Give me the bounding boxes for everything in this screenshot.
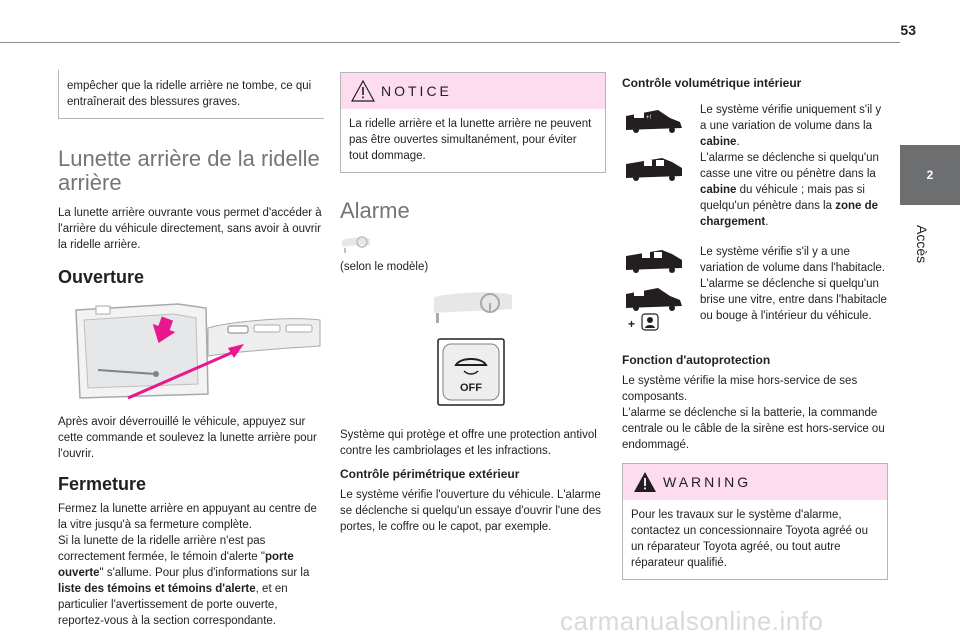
warning-header — [623, 464, 887, 500]
tailgate-illustration — [58, 298, 324, 406]
intro-box — [58, 70, 324, 119]
van-cabin-icon — [622, 102, 688, 192]
chapter-tab[interactable]: 2 — [900, 145, 960, 205]
footer-watermark: carmanualsonline.info — [560, 606, 824, 636]
opening-title: Ouverture — [58, 267, 145, 287]
model-note: (selon le modèle) — [340, 261, 429, 273]
perimeter-title: Contrôle périmétrique extérieur — [340, 467, 520, 481]
steering-wheel-option-icon — [340, 233, 372, 255]
chapter-label: Accès — [914, 225, 930, 264]
selfprot-text-1: Le système vérifie la mise hors-service de ses composants. — [622, 375, 858, 403]
closing-text-2: Si la lunette de la ridelle arrière n'est pas correctement fermée, le témoin d'alerte "porte ouverte" s'allume. Pour plus d'informations sur la liste des témoins et témoins d'alerte, et en particulier l'avertissement de porte ouverte, reportez-vous à la section correspondante. — [58, 535, 310, 627]
column-right — [622, 76, 888, 580]
van-interior-icon — [622, 244, 688, 334]
vol2-text-a: Le système vérifie s'il y a une variation de volume dans l'habitacle. — [700, 246, 886, 274]
volumetric-cabin-row-2 — [622, 244, 888, 339]
svg-text:+!: +! — [646, 115, 652, 121]
cabin-icons — [622, 102, 700, 230]
cabin-icons-2 — [622, 244, 700, 339]
notice-title: NOTICE — [381, 83, 452, 99]
column-middle — [340, 60, 606, 535]
notice-box — [340, 72, 606, 173]
alarm-text: Système qui protège et offre une protection antivol contre les cambriolages et les infractions. — [340, 429, 597, 457]
tailgate-window-icon — [58, 298, 324, 406]
notice-header — [341, 73, 605, 109]
page-number: 53 — [900, 22, 916, 38]
warning-triangle-icon — [633, 471, 657, 493]
chapter-label-wrap — [905, 225, 955, 265]
warning-title: WARNING — [663, 474, 752, 490]
closing-text-1: Fermez la lunette arrière en appuyant au centre de la vitre jusqu'à sa fermeture complète. — [58, 503, 317, 531]
section-title: Lunette arrière de la ridelle arrière — [58, 146, 320, 195]
perimeter-text: Le système vérifie l'ouverture du véhicule. L'alarme se déclenche si quelqu'un essaye d'ouvrir l'une des portes, le coffre ou le capot, par exemple. — [340, 489, 602, 533]
volumetric-cabin-row — [622, 102, 888, 230]
volumetric-title: Contrôle volumétrique intérieur — [622, 76, 802, 90]
vol2-text-b: L'alarme se déclenche si quelqu'un brise une vitre, entre dans l'habitacle ou bouge à l'intérieur du véhicule. — [700, 278, 887, 322]
notice-body — [341, 109, 605, 172]
selfprot-text-2: L'alarme se déclenche si la batterie, la commande centrale ou le câble de la sirène est hors-service ou endommagé. — [622, 407, 885, 451]
caution-triangle-icon — [351, 80, 375, 102]
notice-text: La ridelle arrière et la lunette arrière ne peuvent pas être ouvertes simultanément, pour éviter tout dommage. — [349, 118, 592, 162]
column-left — [58, 60, 324, 629]
opening-text: Après avoir déverrouillé le véhicule, appuyez sur cette commande et soulevez la lunette arrière pour l'ouvrir. — [58, 416, 317, 460]
intro-text: empêcher que la ridelle arrière ne tombe, ce qui entraînerait des blessures graves. — [67, 80, 312, 108]
volumetric-interior-text — [700, 244, 888, 339]
dashboard-alarm-icon — [340, 287, 606, 415]
selfprot-title: Fonction d'autoprotection — [622, 353, 771, 367]
warning-body — [623, 500, 887, 579]
alarm-model-icon-wrap — [340, 233, 606, 255]
vol1-text: Le système vérifie uniquement s'il y a une variation de volume dans la cabine. L'alarme se déclenche si quelqu'un casse une vitre ou pénètre dans la cabine du véhicule ; mais pas si quelqu'un pénètre dans la zone de chargement. — [700, 104, 882, 228]
off-label: OFF — [460, 382, 482, 394]
alarm-title: Alarme — [340, 198, 410, 223]
warning-text: Pour les travaux sur le système d'alarme, contactez un concessionnaire Toyota agréé ou un réparateur Toyota agréé, ou tout autre réparateur qualifié. — [631, 509, 868, 569]
warning-box — [622, 463, 888, 580]
closing-title: Fermeture — [58, 474, 147, 494]
section-text: La lunette arrière ouvrante vous permet d'accéder à l'arrière du véhicule directement, sans avoir à ouvrir la ridelle arrière. — [58, 207, 322, 251]
header-rule — [0, 42, 900, 43]
svg-text:+: + — [628, 317, 636, 331]
alarm-button-illustration — [340, 287, 606, 415]
volumetric-cabin-text — [700, 102, 888, 230]
